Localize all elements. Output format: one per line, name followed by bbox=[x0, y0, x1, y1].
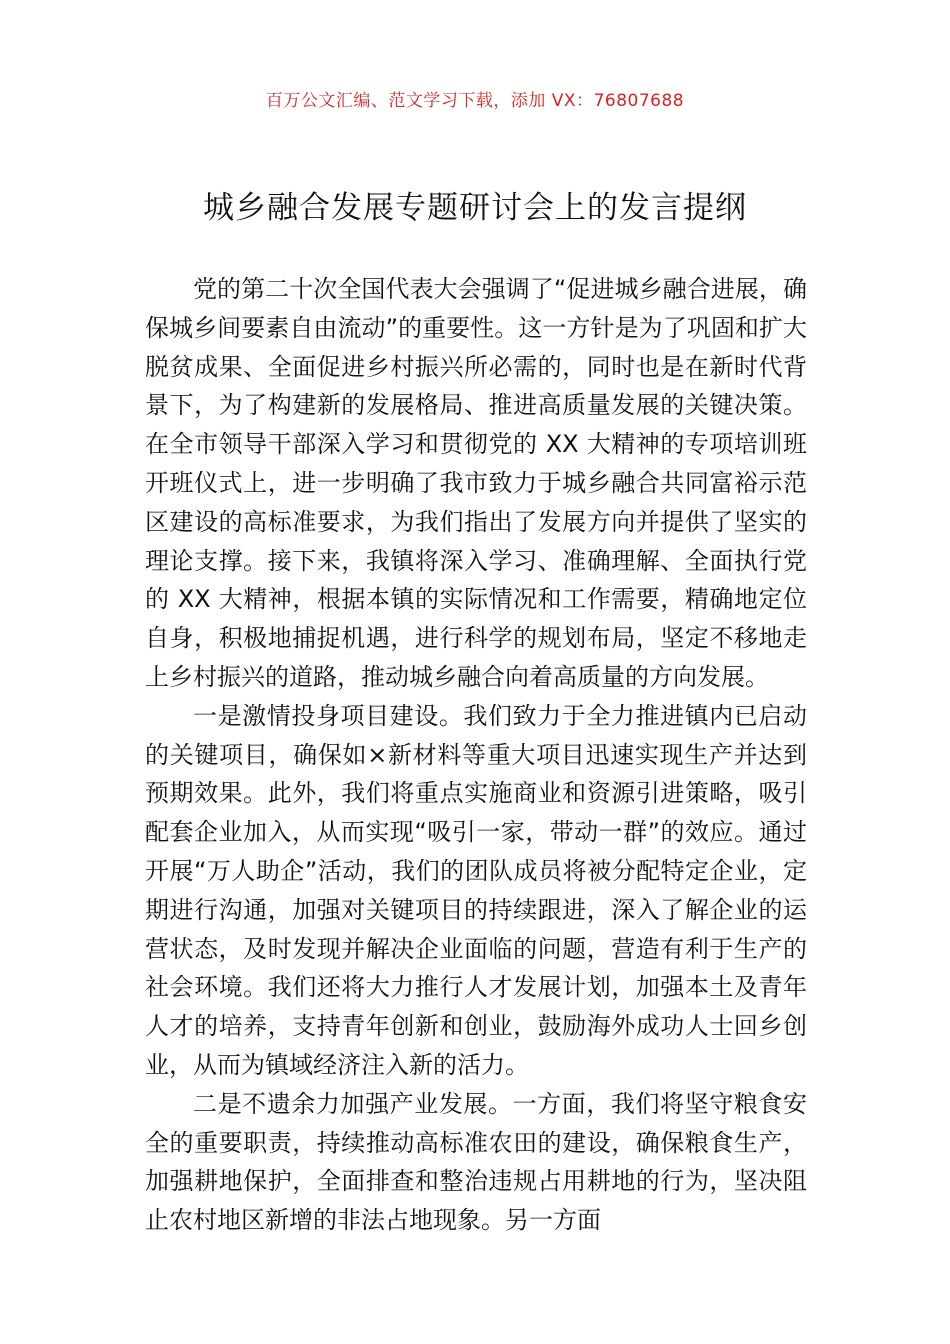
document-body bbox=[145, 270, 807, 1240]
paragraph-industry-development: 二是不遗余力加强产业发展。一方面，我们将坚守粮食安全的重要职责，持续推动高标准农田的建设，确保粮食生产，加强耕地保护，全面排查和整治违规占用耕地的行为，坚决阻止农村地区新增的非法占地现象。另一方面 bbox=[145, 1089, 807, 1235]
page-title: 城乡融合发展专题研讨会上的发言提纲 bbox=[203, 190, 747, 226]
paragraph-intro: 党的第二十次全国代表大会强调了“促进城乡融合进展，确保城乡间要素自由流动”的重要性。这一方针是为了巩固和扩大脱贫成果、全面促进乡村振兴所必需的，同时也是在新时代背景下，为了构建新的发展格局、推进高质量发展的关键决策。在全市领导干部深入学习和贯彻党的 XX 大精神的专项培训班开班仪式上，进一步明确了我市致力于城乡融合共同富裕示范区建设的高标准要求，为我们指出了发展方向并提供了坚实的理论支撑。接下来，我镇将深入学习、准确理解、全面执行党的 XX 大精神，根据本镇的实际情况和工作需要，精确地定位自身，积极地捕捉机遇，进行科学的规划布局，坚定不移地走上乡村振兴的道路，推动城乡融合向着高质量的方向发展。 bbox=[145, 275, 807, 691]
paragraph-project-construction: 一是激情投身项目建设。我们致力于全力推进镇内已启动的关键项目，确保如×新材料等重大项目迅速实现生产并达到预期效果。此外，我们将重点实施商业和资源引进策略，吸引配套企业加入，从而实现“吸引一家，带动一群”的效应。通过开展“万人助企”活动，我们的团队成员将被分配特定企业，定期进行沟通，加强对关键项目的持续跟进，深入了解企业的运营状态，及时发现并解决企业面临的问题，营造有利于生产的社会环境。我们还将大力推行人才发展计划，加强本土及青年人才的培养，支持青年创新和创业，鼓励海外成功人士回乡创业，从而为镇域经济注入新的活力。 bbox=[145, 701, 807, 1079]
header-watermark-note: 百万公文汇编、范文学习下载，添加 VX：76807688 bbox=[265, 91, 685, 111]
